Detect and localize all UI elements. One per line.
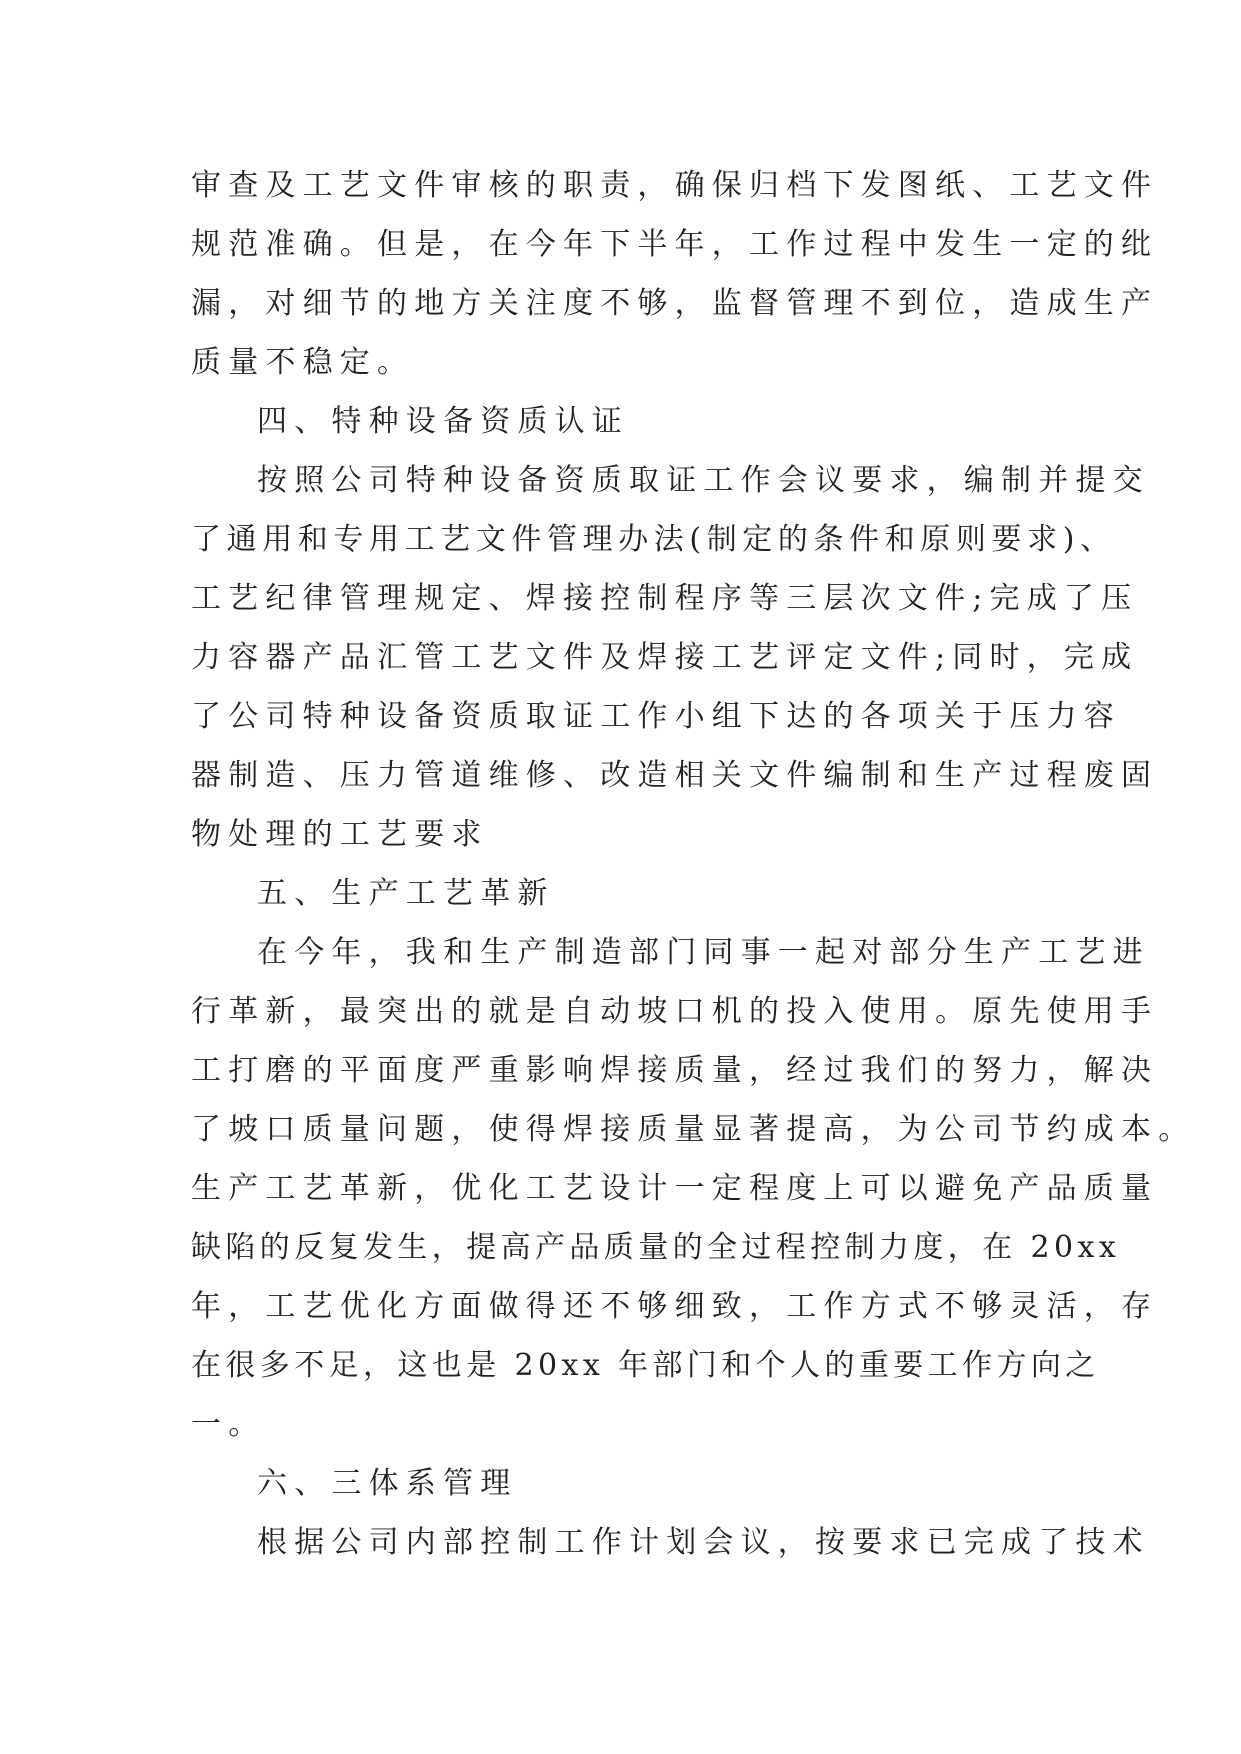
text-line: 了公司特种设备资质取证工作小组下达的各项关于压力容 [191,699,1121,734]
section-heading: 五、生产工艺革新 [257,876,555,911]
section-heading: 六、三体系管理 [257,1466,518,1501]
text-line: 漏，对细节的地方关注度不够，监督管理不到位，造成生产 [191,286,1159,321]
text-line: 年，工艺优化方面做得还不够细致，工作方式不够灵活，存 [191,1289,1159,1324]
section-heading: 四、特种设备资质认证 [257,404,629,439]
text-line: 器制造、压力管道维修、改造相关文件编制和生产过程废固 [191,758,1159,793]
text-line: 根据公司内部控制工作计划会议，按要求已完成了技术 [257,1525,1150,1560]
text-line: 了坡口质量问题，使得焊接质量显著提高，为公司节约成本。 [191,1112,1196,1147]
text-line: 审查及工艺文件审核的职责，确保归档下发图纸、工艺文件 [191,168,1159,203]
text-line: 行革新，最突出的就是自动坡口机的投入使用。原先使用手 [191,994,1159,1029]
text-line: 规范准确。但是，在今年下半年，工作过程中发生一定的纰 [191,227,1159,262]
text-line: 工艺纪律管理规定、焊接控制程序等三层次文件;完成了压 [191,581,1139,616]
text-line: 缺陷的反复发生，提高产品质量的全过程控制力度，在 20xx [191,1230,1121,1265]
document-body [191,156,1196,1572]
text-line: 在今年，我和生产制造部门同事一起对部分生产工艺进 [257,935,1150,970]
text-line: 力容器产品汇管工艺文件及焊接工艺评定文件;同时，完成 [191,640,1139,675]
text-line: 在很多不足，这也是 20xx 年部门和个人的重要工作方向之 [191,1348,1100,1383]
text-line: 生产工艺革新，优化工艺设计一定程度上可以避免产品质量 [191,1171,1159,1206]
text-line: 质量不稳定。 [191,345,415,380]
text-line: 工打磨的平面度严重影响焊接质量，经过我们的努力，解决 [191,1053,1159,1088]
text-line: 按照公司特种设备资质取证工作会议要求，编制并提交 [257,463,1150,498]
text-line: 了通用和专用工艺文件管理办法(制定的条件和原则要求)、 [191,522,1116,557]
text-line: 一。 [191,1407,266,1442]
text-line: 物处理的工艺要求 [191,817,489,852]
